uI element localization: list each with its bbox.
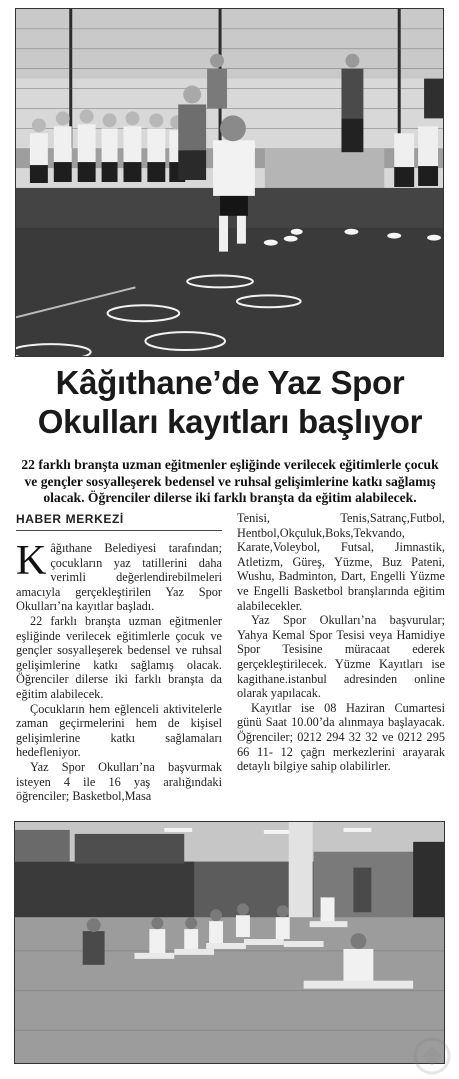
article-subheadline: 22 farklı branşta uzman eğitmenler eşliğinde verilecek eğitimlerle çocuk ve gençler sosyalleşerek bedensel ve ruhsal gelişimlerine katkı sağlamış olacak. Öğrenciler dilerse iki farklı branşta da eğitim alabilecek. xyxy=(21,457,439,505)
photo-football-training xyxy=(15,8,444,357)
page-watermark-icon xyxy=(408,1036,456,1076)
article-paragraph: Kayıtlar ise 08 Haziran Cumartesi günü Saat 10.00’da alınmaya başlayacak. Öğrenciler; 0212 294 32 32 ve 0212 295 66 11- 12 çağrı merkezlerini arayarak detaylı bilgiye sahip olabilirler. xyxy=(237,700,445,774)
article-paragraph: Yaz Spor Okulları’na başvurmak isteyen 4 ile 16 yaş aralığındaki öğrenciler; Basketbol,Masa xyxy=(16,759,222,804)
article-paragraph xyxy=(16,538,222,614)
photo-gym-stretching-graphic xyxy=(15,822,444,1063)
watermark-graphic xyxy=(408,1036,456,1076)
paragraph-text: âğıthane Belediyesi tarafından; çocukların yaz tatillerini daha verimli değerlendirebilmeleri amacıyla gerçekleştirilen Yaz Spor Okulları’na kayıtlar başladı. xyxy=(16,541,222,614)
article-column-left xyxy=(16,538,222,804)
article-paragraph: Çocukların hem eğlenceli aktivitelerle zaman geçirmelerini hem de kişisel gelişimlerine katkı sağlamaları hedefleniyor. xyxy=(16,701,222,760)
article-paragraph: 22 farklı branşta uzman eğitmenler eşliğinde verilecek eğitimlerle çocuk ve gençler sosyalleşerek bedensel ve ruhsal gelişimlerine katkı sağlamış olacak. Öğrenciler dilerse iki farklı branşta da eğitim alabilecek. xyxy=(16,613,222,701)
headline-line-1: Kâğıthane’de Yaz Spor xyxy=(55,364,405,401)
headline-line-2: Okulları kayıtları başlıyor xyxy=(37,403,423,440)
article-column-right xyxy=(237,511,445,774)
photo-football-training-graphic xyxy=(16,9,443,356)
drop-cap: K xyxy=(16,538,47,584)
article-paragraph: Yaz Spor Okulları’na başvurular; Yahya Kemal Spor Tesisi veya Hamidiye Spor Tesisine müracaat ederek gerçekleştirilecek. Yüzme Kayıtları ise kagithane.istanbul adresinden online olarak yapılacak. xyxy=(237,613,445,701)
article-headline xyxy=(10,363,450,441)
photo-gym-stretching xyxy=(14,821,445,1064)
article-paragraph: Tenisi, Tenis,Satranç,Futbol, Hentbol,Okçuluk,Boks,Tekvando, Karate,Voleybol, Futsal, Jimnastik, Atletizm, Güreş, Yüzme, Buz Pateni, Wushu, Badminton, Dart, Engelli Yüzme ve Engelli Basketbol branşlarında eğitim alabilecekler. xyxy=(237,511,445,613)
article-byline: HABER MERKEZİ xyxy=(16,512,222,531)
